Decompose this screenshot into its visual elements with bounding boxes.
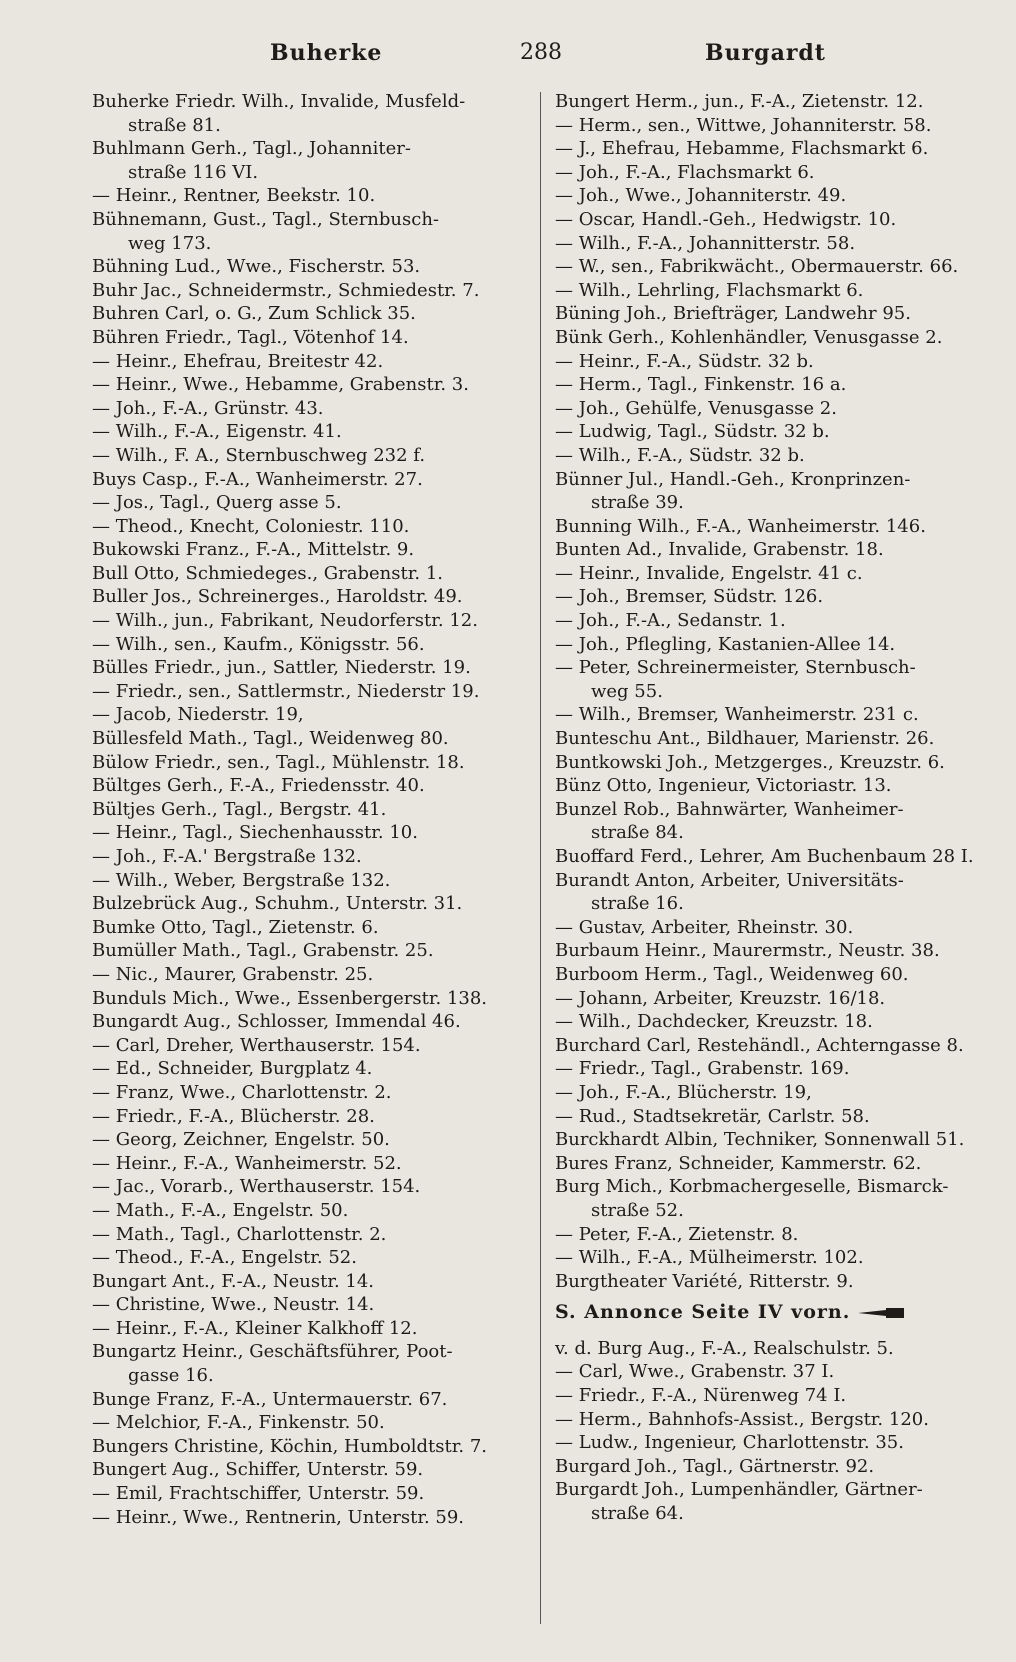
directory-entry <box>92 633 522 657</box>
entry-text: — Math., F.-A., Engelstr. 50. <box>92 1199 349 1221</box>
directory-entry <box>555 703 995 727</box>
directory-entry <box>92 798 522 822</box>
directory-entry <box>92 444 522 468</box>
directory-entry <box>92 161 522 185</box>
entry-text: — Wilh., jun., Fabrikant, Neudorferstr. 12. <box>92 610 478 632</box>
left-column <box>92 90 522 1529</box>
entry-text: — Jacob, Niederstr. 19, <box>92 704 304 726</box>
directory-entry <box>555 302 995 326</box>
entry-text: — Joh., Pflegling, Kastanien-Allee 14. <box>555 633 896 655</box>
entry-text: Büllesfeld Math., Tagl., Weidenweg 80. <box>92 728 449 750</box>
entry-text: — Ludwig, Tagl., Südstr. 32 b. <box>555 421 830 443</box>
directory-entry <box>92 1388 522 1412</box>
directory-entry <box>555 1175 995 1199</box>
directory-entry <box>92 869 522 893</box>
entry-text: — Carl, Dreher, Werthauserstr. 154. <box>92 1034 421 1056</box>
directory-entry <box>92 1175 522 1199</box>
entry-text: Bunning Wilh., F.-A., Wanheimerstr. 146. <box>555 515 926 537</box>
directory-entry <box>555 656 995 680</box>
directory-entry <box>555 1105 995 1129</box>
entry-text: Buhren Carl, o. G., Zum Schlick 35. <box>92 303 416 325</box>
entry-text: straße 116 VI. <box>128 161 259 183</box>
directory-entry <box>92 845 522 869</box>
directory-entry <box>92 232 522 256</box>
entry-text: v. d. Burg Aug., F.-A., Realschulstr. 5. <box>555 1337 894 1359</box>
entry-text: — Wilh., F.-A., Mülheimerstr. 102. <box>555 1247 864 1269</box>
directory-entry <box>92 609 522 633</box>
entry-text: Bunzel Rob., Bahnwärter, Wanheimer- <box>555 798 904 820</box>
entry-text: — Herm., sen., Wittwe, Johanniterstr. 58. <box>555 114 932 136</box>
entry-text: — Wilh., F. A., Sternbuschweg 232 f. <box>92 444 426 466</box>
entry-text: — Heinr., Invalide, Engelstr. 41 c. <box>555 562 863 584</box>
entry-text: — Joh., F.-A.' Bergstraße 132. <box>92 846 362 867</box>
entry-text: — Heinr., Wwe., Rentnerin, Unterstr. 59. <box>92 1506 465 1528</box>
directory-entry <box>555 869 995 893</box>
directory-entry <box>92 538 522 562</box>
directory-entry <box>92 916 522 940</box>
entry-text: Bunten Ad., Invalide, Grabenstr. 18. <box>555 539 884 561</box>
directory-entry <box>555 538 995 562</box>
directory-entry <box>555 1408 995 1432</box>
directory-entry <box>92 373 522 397</box>
header-right-keyword: Burgardt <box>705 40 826 66</box>
entry-text: Buoffard Ferd., Lehrer, Am Buchenbaum 28 I. <box>555 846 974 867</box>
entry-text: — J., Ehefrau, Hebamme, Flachsmarkt 6. <box>555 138 929 160</box>
entry-text: — Peter, Schreinermeister, Sternbusch- <box>555 657 916 679</box>
entry-text: Burchard Carl, Restehändl., Achterngasse 8. <box>555 1034 964 1056</box>
entry-text: Bültges Gerh., F.-A., Friedensstr. 40. <box>92 775 425 797</box>
entry-text: — Wilh., Bremser, Wanheimerstr. 231 c. <box>555 704 919 726</box>
directory-entry <box>92 397 522 421</box>
directory-entry <box>555 1337 995 1361</box>
directory-entry <box>555 326 995 350</box>
entry-text: — Joh., Wwe., Johanniterstr. 49. <box>555 185 847 207</box>
directory-entry <box>555 821 995 845</box>
entry-text: — Emil, Frachtschiffer, Unterstr. 59. <box>92 1483 425 1505</box>
entry-text: straße 52. <box>591 1199 684 1221</box>
entry-text: — Wilh., Lehrling, Flachsmarkt 6. <box>555 279 864 301</box>
entry-text: Buhlmann Gerh., Tagl., Johanniter- <box>92 138 411 160</box>
entry-text: Bünk Gerh., Kohlenhändler, Venusgasse 2. <box>555 326 943 348</box>
directory-entry <box>92 585 522 609</box>
directory-entry <box>92 1010 522 1034</box>
entry-text: Bungardt Aug., Schlosser, Immendal 46. <box>92 1011 461 1033</box>
directory-entry <box>555 444 995 468</box>
directory-entry <box>92 114 522 138</box>
directory-entry <box>92 1199 522 1223</box>
directory-entry <box>555 1152 995 1176</box>
directory-entry <box>555 255 995 279</box>
directory-entry <box>92 1105 522 1129</box>
directory-entry <box>555 491 995 515</box>
directory-entry <box>92 1034 522 1058</box>
directory-entry <box>555 350 995 374</box>
directory-entry <box>92 774 522 798</box>
directory-entry <box>92 987 522 1011</box>
directory-entry <box>555 609 995 633</box>
entry-text: — Herm., Tagl., Finkenstr. 16 a. <box>555 374 847 396</box>
directory-entry <box>555 1010 995 1034</box>
entry-text: — Gustav, Arbeiter, Rheinstr. 30. <box>555 916 854 938</box>
directory-entry <box>555 1128 995 1152</box>
directory-entry <box>555 727 995 751</box>
directory-entry <box>555 161 995 185</box>
pointing-hand-icon <box>856 1306 906 1320</box>
entry-text: Bungartz Heinr., Geschäftsführer, Poot- <box>92 1341 453 1363</box>
entry-text: Büning Joh., Briefträger, Landwehr 95. <box>555 303 911 325</box>
directory-entry <box>92 1128 522 1152</box>
entry-text: Bühren Friedr., Tagl., Vötenhof 14. <box>92 326 409 348</box>
entry-text: Burgardt Joh., Lumpenhändler, Gärtner- <box>555 1479 923 1501</box>
directory-entry <box>92 1223 522 1247</box>
directory-entry <box>555 1057 995 1081</box>
directory-entry <box>555 420 995 444</box>
entry-text: — Herm., Bahnhofs-Assist., Bergstr. 120. <box>555 1408 929 1430</box>
entry-text: Burgtheater Variété, Ritterstr. 9. <box>555 1270 854 1292</box>
entry-text: gasse 16. <box>128 1365 214 1387</box>
entry-text: — Wilh., F.-A., Johannitterstr. 58. <box>555 232 856 254</box>
directory-entry <box>555 751 995 775</box>
directory-entry <box>92 1482 522 1506</box>
directory-entry <box>555 939 995 963</box>
page-number: 288 <box>520 40 562 65</box>
right-column <box>555 90 995 1526</box>
directory-entry <box>92 279 522 303</box>
entry-text: Burckhardt Albin, Techniker, Sonnenwall 51. <box>555 1129 965 1151</box>
directory-entry <box>555 1270 995 1294</box>
entry-text: — Georg, Zeichner, Engelstr. 50. <box>92 1129 390 1151</box>
entry-text: Burandt Anton, Arbeiter, Universitäts- <box>555 869 904 891</box>
entry-text: — Rud., Stadtsekretär, Carlstr. 58. <box>555 1105 870 1127</box>
directory-entry <box>555 1246 995 1270</box>
entry-text: — Joh., F.-A., Grünstr. 43. <box>92 397 324 419</box>
entry-text: — Heinr., Wwe., Hebamme, Grabenstr. 3. <box>92 374 469 396</box>
directory-entry <box>92 821 522 845</box>
entry-text: Bull Otto, Schmiedeges., Grabenstr. 1. <box>92 562 443 584</box>
entry-text: — Heinr., F.-A., Kleiner Kalkhoff 12. <box>92 1317 418 1339</box>
entry-text: — Jac., Vorarb., Werthauserstr. 154. <box>92 1176 421 1198</box>
entry-text: — Joh., F.-A., Sedanstr. 1. <box>555 610 786 632</box>
entry-text: Bungart Ant., F.-A., Neustr. 14. <box>92 1270 375 1292</box>
directory-entry <box>92 1364 522 1388</box>
entry-text: Bumke Otto, Tagl., Zietenstr. 6. <box>92 916 379 938</box>
entry-text: — Math., Tagl., Charlottenstr. 2. <box>92 1223 387 1245</box>
entry-text: — Nic., Maurer, Grabenstr. 25. <box>92 963 374 985</box>
entry-text: Burgard Joh., Tagl., Gärtnerstr. 92. <box>555 1455 875 1477</box>
directory-entry <box>555 1199 995 1223</box>
entry-text: — Wilh., F.-A., Südstr. 32 b. <box>555 444 805 466</box>
directory-entry <box>92 491 522 515</box>
entry-text: — Jos., Tagl., Querg asse 5. <box>92 492 342 514</box>
entry-text: — Heinr., Rentner, Beekstr. 10. <box>92 185 376 207</box>
entry-text: straße 81. <box>128 114 221 136</box>
entry-text: Bülles Friedr., jun., Sattler, Niederstr. 19. <box>92 657 471 679</box>
directory-entry <box>555 515 995 539</box>
entry-text: Burg Mich., Korbmachergeselle, Bismarck- <box>555 1176 949 1198</box>
column-divider <box>540 92 541 1624</box>
entry-text: Buys Casp., F.-A., Wanheimerstr. 27. <box>92 468 423 490</box>
entry-text: Buntkowski Joh., Metzgerges., Kreuzstr. 6. <box>555 751 945 773</box>
entry-text: Bungert Aug., Schiffer, Unterstr. 59. <box>92 1459 424 1481</box>
directory-entry <box>92 1293 522 1317</box>
entry-text: — Heinr., F.-A., Südstr. 32 b. <box>555 350 814 372</box>
directory-entry <box>92 751 522 775</box>
directory-entry <box>555 1081 995 1105</box>
directory-entry <box>92 90 522 114</box>
entry-text: — Franz, Wwe., Charlottenstr. 2. <box>92 1081 392 1103</box>
entry-text: Bungers Christine, Köchin, Humboldtstr. 7. <box>92 1435 488 1457</box>
entry-text: Bünner Jul., Handl.-Geh., Kronprinzen- <box>555 468 911 490</box>
directory-entry <box>555 1455 995 1479</box>
entry-text: Bülow Friedr., sen., Tagl., Mühlenstr. 18. <box>92 751 465 773</box>
entry-text: — Friedr., Tagl., Grabenstr. 169. <box>555 1058 850 1080</box>
advertisement-note <box>555 1301 995 1325</box>
entry-text: — Heinr., F.-A., Wanheimerstr. 52. <box>92 1152 402 1174</box>
directory-entry <box>555 184 995 208</box>
entry-text: — Theod., Knecht, Coloniestr. 110. <box>92 515 410 537</box>
directory-entry <box>92 1317 522 1341</box>
entry-text: straße 64. <box>591 1503 684 1525</box>
directory-entry <box>555 963 995 987</box>
directory-entry <box>92 727 522 751</box>
entry-text: Bures Franz, Schneider, Kammerstr. 62. <box>555 1152 922 1174</box>
entry-text: straße 39. <box>591 492 684 514</box>
entry-text: — Wilh., sen., Kaufm., Königsstr. 56. <box>92 633 425 655</box>
entry-text: Bulzebrück Aug., Schuhm., Unterstr. 31. <box>92 893 463 915</box>
entry-text: S. Annonce Seite IV vorn. <box>555 1301 851 1324</box>
directory-entry <box>555 680 995 704</box>
entry-text: — W., sen., Fabrikwächt., Obermauerstr. 66. <box>555 256 959 278</box>
directory-entry <box>92 420 522 444</box>
entry-text: Bültjes Gerh., Tagl., Bergstr. 41. <box>92 798 387 820</box>
directory-entry <box>555 208 995 232</box>
entry-text: — Friedr., sen., Sattlermstr., Niederstr 19. <box>92 680 480 702</box>
entry-text: straße 16. <box>591 893 684 915</box>
entry-text: — Christine, Wwe., Neustr. 14. <box>92 1294 375 1316</box>
directory-entry <box>555 633 995 657</box>
directory-entry <box>555 562 995 586</box>
directory-entry <box>92 1458 522 1482</box>
entry-text: Buherke Friedr. Wilh., Invalide, Musfeld- <box>92 91 466 112</box>
entry-text: — Wilh., Dachdecker, Kreuzstr. 18. <box>555 1011 873 1033</box>
directory-entry <box>92 1057 522 1081</box>
entry-text: Bühning Lud., Wwe., Fischerstr. 53. <box>92 256 421 278</box>
directory-entry <box>92 468 522 492</box>
directory-entry <box>555 1384 995 1408</box>
entry-text: — Wilh., F.-A., Eigenstr. 41. <box>92 421 342 443</box>
directory-entry <box>92 302 522 326</box>
directory-entry <box>92 892 522 916</box>
directory-entry <box>92 680 522 704</box>
directory-entry <box>92 1411 522 1435</box>
entry-text: Burbaum Heinr., Maurermstr., Neustr. 38. <box>555 940 940 962</box>
entry-text: — Joh., F.-A., Blücherstr. 19, <box>555 1081 812 1103</box>
entry-text: Bumüller Math., Tagl., Grabenstr. 25. <box>92 940 434 962</box>
directory-entry <box>92 703 522 727</box>
entry-text: — Ludw., Ingenieur, Charlottenstr. 35. <box>555 1432 904 1454</box>
entry-text: Bunduls Mich., Wwe., Essenbergerstr. 138. <box>92 987 488 1009</box>
entry-text: Bünz Otto, Ingenieur, Victoriastr. 13. <box>555 775 892 797</box>
entry-text: straße 84. <box>591 822 684 844</box>
directory-entry <box>92 255 522 279</box>
directory-entry <box>92 1270 522 1294</box>
directory-entry <box>92 326 522 350</box>
directory-entry <box>555 1034 995 1058</box>
directory-entry <box>92 208 522 232</box>
entry-text: — Friedr., F.-A., Nürenweg 74 I. <box>555 1385 847 1407</box>
directory-entry <box>92 184 522 208</box>
directory-entry <box>555 1502 995 1526</box>
entry-text: — Oscar, Handl.-Geh., Hedwigstr. 10. <box>555 208 897 230</box>
directory-entry <box>92 1246 522 1270</box>
entry-text: weg 55. <box>591 680 663 702</box>
directory-entry <box>555 468 995 492</box>
directory-entry <box>555 397 995 421</box>
directory-entry <box>92 939 522 963</box>
directory-entry <box>92 515 522 539</box>
entry-text: Bungert Herm., jun., F.-A., Zietenstr. 12. <box>555 91 924 112</box>
directory-entry <box>92 1340 522 1364</box>
directory-entry <box>555 232 995 256</box>
entry-text: Bühnemann, Gust., Tagl., Sternbusch- <box>92 208 440 230</box>
directory-entry <box>92 562 522 586</box>
directory-entry <box>555 585 995 609</box>
entry-text: — Wilh., Weber, Bergstraße 132. <box>92 869 391 891</box>
entry-text: — Carl, Wwe., Grabenstr. 37 I. <box>555 1361 835 1383</box>
directory-entry <box>92 1506 522 1530</box>
directory-entry <box>555 1478 995 1502</box>
entry-text: — Joh., Bremser, Südstr. 126. <box>555 586 824 608</box>
entry-text: — Heinr., Tagl., Siechenhausstr. 10. <box>92 822 418 844</box>
directory-entry <box>92 350 522 374</box>
directory-entry <box>555 798 995 822</box>
entry-text: weg 173. <box>128 232 212 254</box>
entry-text: Burboom Herm., Tagl., Weidenweg 60. <box>555 963 909 985</box>
entry-text: — Johann, Arbeiter, Kreuzstr. 16/18. <box>555 987 886 1009</box>
directory-entry <box>92 137 522 161</box>
header-left-keyword: Buherke <box>270 40 383 66</box>
directory-entry <box>92 963 522 987</box>
directory-entry <box>555 114 995 138</box>
directory-entry <box>555 137 995 161</box>
directory-entry <box>92 656 522 680</box>
entry-text: Bunteschu Ant., Bildhauer, Marienstr. 26. <box>555 728 935 750</box>
entry-text: Bunge Franz, F.-A., Untermauerstr. 67. <box>92 1388 448 1410</box>
directory-entry <box>555 1360 995 1384</box>
directory-entry <box>555 892 995 916</box>
entry-text: — Joh., F.-A., Flachsmarkt 6. <box>555 161 815 183</box>
directory-entry <box>555 987 995 1011</box>
directory-entry <box>92 1152 522 1176</box>
entry-text: — Joh., Gehülfe, Venusgasse 2. <box>555 397 837 419</box>
directory-entry <box>555 1223 995 1247</box>
entry-text: — Melchior, F.-A., Finkenstr. 50. <box>92 1412 385 1434</box>
entry-text: — Heinr., Ehefrau, Breitestr 42. <box>92 350 384 372</box>
directory-entry <box>555 1431 995 1455</box>
directory-entry <box>555 279 995 303</box>
directory-entry <box>555 774 995 798</box>
entry-text: Buhr Jac., Schneidermstr., Schmiedestr. 7. <box>92 279 480 301</box>
entry-text: — Ed., Schneider, Burgplatz 4. <box>92 1058 373 1080</box>
directory-entry <box>555 373 995 397</box>
entry-text: — Peter, F.-A., Zietenstr. 8. <box>555 1223 799 1245</box>
directory-entry <box>555 916 995 940</box>
entry-text: — Friedr., F.-A., Blücherstr. 28. <box>92 1105 375 1127</box>
entry-text: — Theod., F.-A., Engelstr. 52. <box>92 1247 357 1269</box>
entry-text: Bukowski Franz., F.-A., Mittelstr. 9. <box>92 539 415 561</box>
directory-entry <box>555 845 995 869</box>
directory-entry <box>555 90 995 114</box>
entry-text: Buller Jos., Schreinerges., Haroldstr. 49. <box>92 586 463 608</box>
directory-entry <box>92 1435 522 1459</box>
directory-entry <box>92 1081 522 1105</box>
